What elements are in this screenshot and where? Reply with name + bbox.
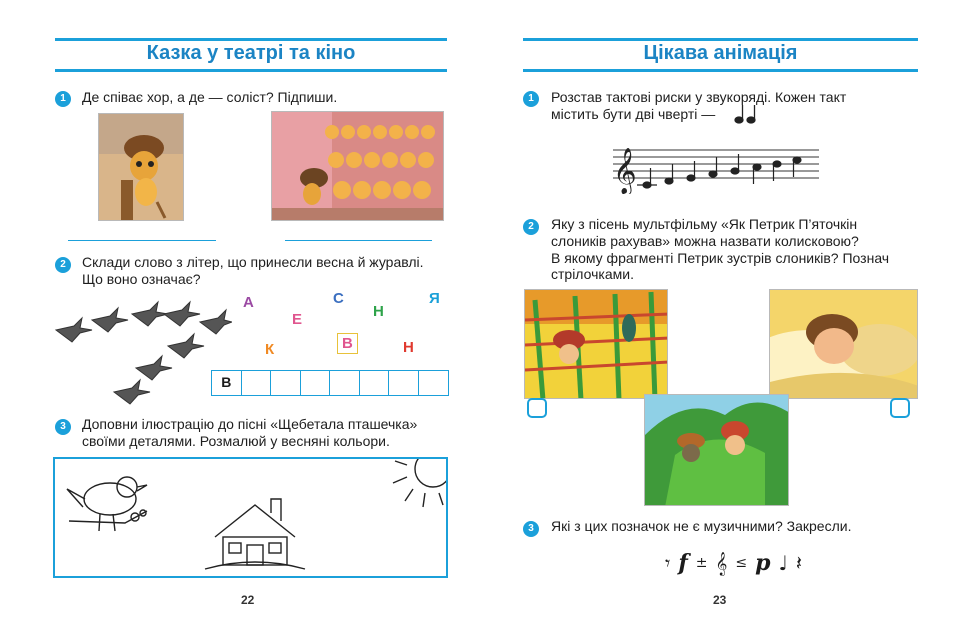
question-text: Розстав тактові риски у звукоряді. Кожен такт [551, 89, 847, 105]
header-line-top [55, 38, 447, 41]
svg-text:𝄞: 𝄞 [613, 148, 637, 194]
answer-cell[interactable]: В [212, 371, 242, 395]
answer-cell[interactable] [360, 371, 390, 395]
question-number: 2 [523, 219, 539, 235]
music-staff[interactable] [613, 138, 819, 194]
less-equal-symbol[interactable]: ≤ [735, 555, 748, 571]
right-page [485, 0, 970, 632]
cartoon-frame-bed [769, 289, 918, 399]
answer-cell[interactable] [242, 371, 272, 395]
question-text: слоників рахував» можна назвати колисковою? [551, 233, 859, 249]
answer-cell[interactable] [419, 371, 449, 395]
letter[interactable]: Е [292, 311, 303, 328]
page-title: Цікава анімація [643, 42, 798, 64]
treble-clef-symbol[interactable]: 𝄞 [715, 551, 728, 575]
choir-photo [271, 111, 444, 221]
question-text: Які з цих позначок не є музичними? Закресли. [551, 518, 852, 534]
header-line-top [523, 38, 918, 41]
letter-highlighted[interactable]: В [337, 333, 358, 354]
question-number: 3 [55, 419, 71, 435]
question-text: своїми деталями. Розмалюй у весняні кольори. [82, 433, 390, 449]
letter[interactable]: Я [429, 290, 440, 307]
question-text: Доповни ілюстрацію до пісні «Щебетала пташечка» [82, 416, 418, 432]
drawing-area[interactable] [53, 457, 448, 578]
letter[interactable]: Н [403, 339, 414, 356]
answer-grid [211, 370, 449, 396]
plus-minus-symbol[interactable]: ± [695, 555, 708, 571]
question-text: Де співає хор, а де — соліст? Підпиши. [82, 89, 338, 105]
quarter-rest-symbol[interactable]: 𝄽 [795, 551, 803, 575]
answer-cell[interactable] [389, 371, 419, 395]
page-title: Казка у театрі та кіно [146, 42, 356, 64]
answer-cell[interactable] [271, 371, 301, 395]
question-text: Яку з пісень мультфільму «Як Петрик П’яточкін [551, 216, 858, 232]
answer-cell[interactable] [301, 371, 331, 395]
question-text: Що воно означає? [82, 271, 201, 287]
letter[interactable]: К [265, 341, 275, 358]
question-text: містить бути дві чверті — [551, 106, 716, 122]
caption-line-1[interactable] [68, 240, 216, 241]
letter[interactable]: Н [373, 303, 384, 320]
quarter-note-symbol[interactable]: ♩ [778, 551, 788, 575]
question-number: 3 [523, 521, 539, 537]
cranes-illustration [52, 300, 232, 410]
eighth-rest-symbol[interactable]: 𝄾 [665, 551, 671, 575]
header-line-bottom [523, 69, 918, 72]
forte-symbol[interactable]: f [678, 550, 688, 576]
answer-checkbox-1[interactable] [527, 398, 547, 418]
answer-checkbox-2[interactable] [890, 398, 910, 418]
question-text: В якому фрагменті Петрик зустрів слоників? Познач [551, 250, 890, 266]
music-symbols-row [665, 548, 802, 578]
soloist-photo [98, 113, 184, 221]
question-text: стрілочками. [551, 266, 634, 282]
cartoon-frame-fence [524, 289, 668, 399]
header-line-bottom [55, 69, 447, 72]
caption-line-2[interactable] [285, 240, 432, 241]
question-number: 2 [55, 257, 71, 273]
page-number: 23 [713, 593, 727, 607]
piano-symbol[interactable]: p [755, 550, 771, 576]
question-text: Склади слово з літер, що принесли весна й журавлі. [82, 254, 424, 270]
cartoon-frame-jungle [644, 394, 789, 506]
page-number: 22 [241, 593, 255, 607]
two-quarter-notes-icon [734, 103, 758, 125]
question-number: 1 [55, 91, 71, 107]
answer-cell[interactable] [330, 371, 360, 395]
letter[interactable]: А [243, 294, 254, 311]
letter[interactable]: С [333, 290, 344, 307]
question-number: 1 [523, 91, 539, 107]
